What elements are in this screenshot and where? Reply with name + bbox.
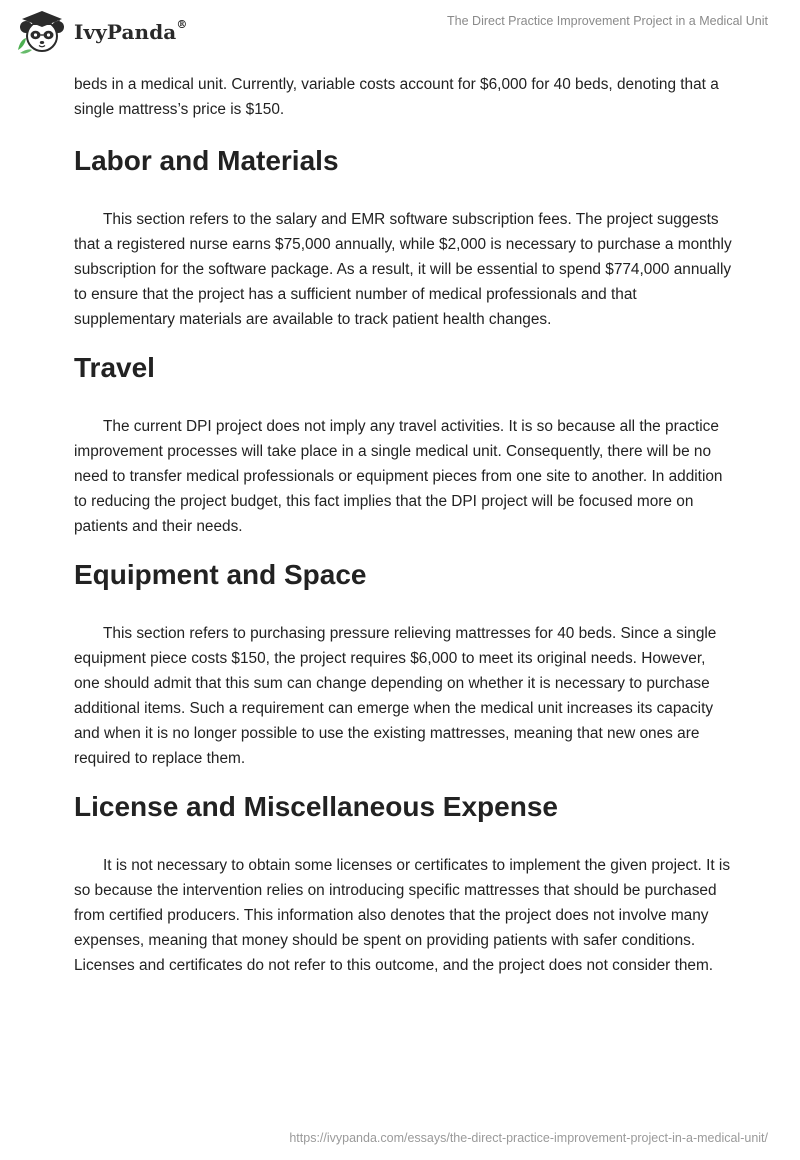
ivypanda-logo[interactable] xyxy=(14,8,187,56)
panda-graduate-icon xyxy=(14,8,72,56)
intro-paragraph: beds in a medical unit. Currently, variable costs account for $6,000 for 40 beds, denoting that a single mattress’s price is $150. xyxy=(74,76,719,118)
source-url[interactable]: https://ivypanda.com/essays/the-direct-practice-improvement-project-in-a-medical-unit/ xyxy=(289,1131,768,1145)
brand-name: IvyPanda® xyxy=(74,18,188,44)
section-body-labor-materials: This section refers to the salary and EMR software subscription fees. The project suggests that a registered nurse earns $75,000 annually, while $2,000 is necessary to purchase a monthly subscription for the software package. As a result, it will be essential to spend $774,000 annually to ensure that the project has a sufficient number of medical professionals and that supplementary materials are available to track patient health changes. xyxy=(74,211,732,328)
essay-content xyxy=(74,72,734,978)
page-header xyxy=(0,0,800,64)
section-heading-labor-materials: Labor and Materials xyxy=(74,145,339,176)
section-body-travel: The current DPI project does not imply any travel activities. It is so because all the practice improvement processes will take place in a single medical unit. Consequently, there will be no need to transfer medical professionals or equipment pieces from one site to another. In addition to reducing the project budget, this fact implies that the DPI project will be focused more on patients and their needs. xyxy=(74,418,723,535)
section-heading-travel: Travel xyxy=(74,352,155,383)
document-title: The Direct Practice Improvement Project in a Medical Unit xyxy=(447,14,768,28)
section-heading-license-misc: License and Miscellaneous Expense xyxy=(74,791,558,822)
section-heading-equipment-space: Equipment and Space xyxy=(74,559,367,590)
section-body-license-misc: It is not necessary to obtain some licenses or certificates to implement the given project. It is so because the intervention relies on introducing specific mattresses that should be purchased from certified producers. This information also denotes that the project does not involve many expenses, meaning that money should be spent on providing patients with safer conditions. Licenses and certificates do not refer to this outcome, and the project does not consider them. xyxy=(74,857,731,974)
section-body-equipment-space: This section refers to purchasing pressure relieving mattresses for 40 beds. Since a single equipment piece costs $150, the project requires $6,000 to meet its original needs. However, one should admit that this sum can change depending on whether it is necessary to purchase additional items. Such a requirement can emerge when the medical unit increases its capacity and when it is no longer possible to use the existing mattresses, meaning that new ones are required to replace them. xyxy=(74,625,717,767)
